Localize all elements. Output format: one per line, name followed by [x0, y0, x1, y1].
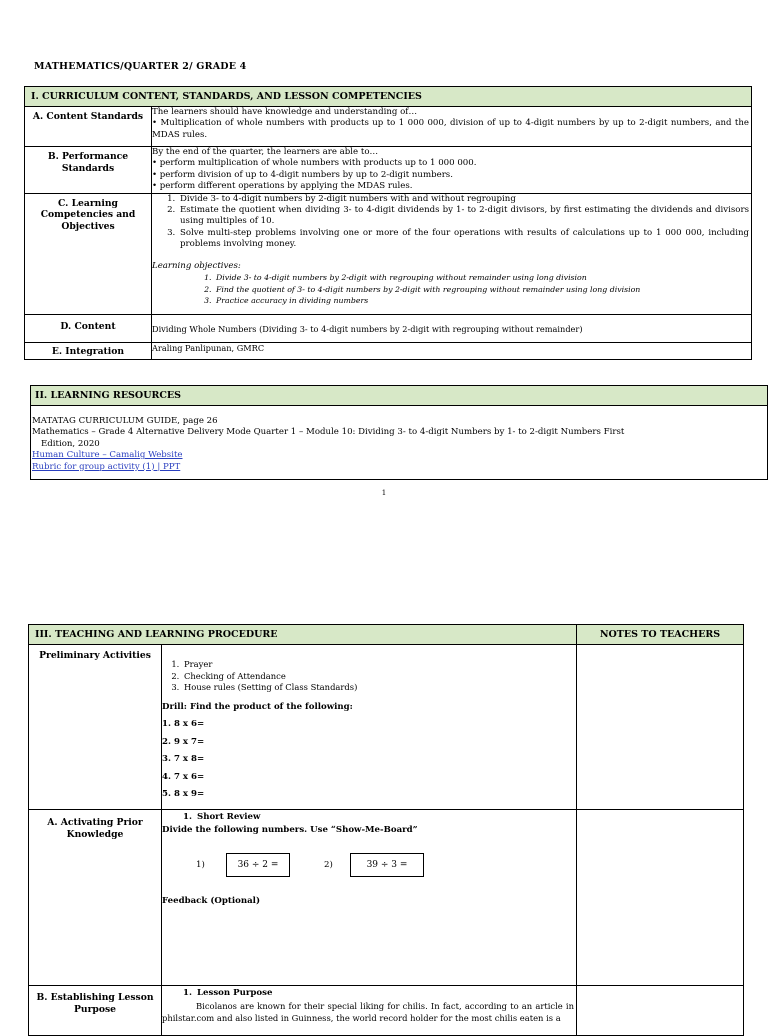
- notes-cell: [577, 645, 744, 810]
- content-standards-label: A. Content Standards: [25, 107, 152, 147]
- document-title: MATHEMATICS/QUARTER 2/ GRADE 4: [34, 61, 247, 72]
- objective-item: 2. Find the quotient of 3- to 4-digit numbers by 2-digit with regrouping without remainder using long division: [214, 284, 749, 296]
- rubric-link[interactable]: Rubric for group activity (1) | PPT: [32, 461, 181, 472]
- content-standards-line: The learners should have knowledge and understanding of…: [152, 107, 418, 117]
- section1-header: I. CURRICULUM CONTENT, STANDARDS, AND LESSON COMPETENCIES: [25, 87, 752, 107]
- performance-standards-label: B. Performance Standards: [25, 147, 152, 194]
- problem-number: 2): [324, 860, 333, 870]
- drill-title: Drill: Find the product of the following:: [162, 701, 353, 712]
- competency-item: 1. Divide 3- to 4-digit numbers by 2-digit numbers with and without regrouping: [178, 194, 749, 205]
- feedback-label: Feedback (Optional): [162, 896, 261, 906]
- preliminary-label: Preliminary Activities: [29, 645, 162, 810]
- performance-standards-line: • perform division of up to 4-digit numbers by up to 2-digit numbers.: [152, 169, 453, 180]
- drill-item: 4. 7 x 6=: [162, 771, 205, 782]
- integration-label: E. Integration: [25, 342, 152, 359]
- preliminary-item: 1. Prayer: [182, 659, 574, 671]
- preliminary-item: 3. House rules (Setting of Class Standards): [182, 682, 574, 694]
- content-text: Dividing Whole Numbers (Dividing 3- to 4-digit numbers by 2-digit with regrouping without remainder): [152, 314, 752, 342]
- objective-item: 3. Practice accuracy in dividing numbers: [214, 295, 749, 307]
- drill-item: 2. 9 x 7=: [162, 736, 205, 747]
- resources-table: [30, 385, 768, 480]
- performance-standards-line: • perform multiplication of whole numbers with products up to 1 000 000.: [152, 158, 477, 169]
- objective-item: 1. Divide 3- to 4-digit numbers by 2-digit with regrouping without remainder using long division: [214, 272, 749, 284]
- notes-cell: [577, 986, 744, 1036]
- activating-instruction: Divide the following numbers. Use “Show-Me-Board”: [162, 825, 418, 836]
- problem-number: 1): [196, 860, 205, 870]
- section3-header: III. TEACHING AND LEARNING PROCEDURE: [29, 625, 577, 645]
- competency-item: 2. Estimate the quotient when dividing 3- to 4-digit dividends by 1- to 2-digit divisors, by first estimating the dividends and divisors using multiples of 10.: [178, 205, 749, 228]
- page-number: 1: [381, 489, 387, 497]
- short-review-item: 1. Short Review: [195, 812, 574, 823]
- establishing-content: [162, 986, 577, 1036]
- objectives-list: [152, 272, 749, 307]
- competencies-label: C. Learning Competencies and Objectives: [25, 193, 152, 314]
- notes-cell: [577, 810, 744, 986]
- establishing-list: [162, 988, 574, 999]
- section2-header: II. LEARNING RESOURCES: [31, 386, 768, 406]
- objectives-title: Learning objectives:: [152, 260, 241, 271]
- problem-box: 36 ÷ 2 =: [226, 853, 290, 877]
- performance-standards-line: By the end of the quarter, the learners are able to…: [152, 147, 379, 157]
- procedure-table: [28, 624, 744, 1036]
- preliminary-content: [162, 645, 577, 810]
- performance-standards-line: • perform different operations by applying the MDAS rules.: [152, 181, 413, 192]
- activating-label: A. Activating Prior Knowledge: [29, 810, 162, 986]
- drill-item: 5. 8 x 9=: [162, 789, 205, 800]
- establishing-label: B. Establishing Lesson Purpose: [29, 986, 162, 1036]
- performance-standards-text: [152, 147, 752, 194]
- problem-box: 39 ÷ 3 =: [350, 853, 424, 877]
- integration-text: Araling Panlipunan, GMRC: [152, 342, 752, 359]
- content-label: D. Content: [25, 314, 152, 342]
- resource-line: MATATAG CURRICULUM GUIDE, page 26: [32, 416, 218, 426]
- lesson-purpose-item: 1. Lesson Purpose: [195, 988, 574, 999]
- competency-item: 3. Solve multi-step problems involving one or more of the four operations with results of calculations up to 1 000 000, including problems involving money.: [178, 228, 749, 251]
- activating-content: [162, 810, 577, 986]
- resource-line: Edition, 2020: [41, 438, 100, 449]
- drill-item: 3. 7 x 8=: [162, 754, 205, 765]
- competencies-list: [152, 194, 749, 251]
- content-standards-text: [152, 107, 752, 147]
- activating-list: [162, 812, 574, 823]
- content-standards-line: • Multiplication of whole numbers with products up to 1 000 000, division of up to 4-digit numbers by up to 2-digit numbers, and the MDAS rules.: [152, 118, 749, 140]
- notes-header: NOTES TO TEACHERS: [577, 625, 744, 645]
- preliminary-list: [162, 659, 574, 694]
- lesson-paragraph: Bicolanos are known for their special liking for chilis. In fact, according to an article in philstar.com and also listed in Guinness, the world record holder for the most chilis eaten is a: [162, 1001, 574, 1023]
- curriculum-table: [24, 86, 752, 360]
- preliminary-item: 2. Checking of Attendance: [182, 671, 574, 683]
- human-culture-link[interactable]: Human Culture – Camalig Website: [32, 450, 183, 461]
- resource-line: Mathematics – Grade 4 Alternative Delivery Mode Quarter 1 – Module 10: Dividing 3- to 4-digit Numbers by 1- to 2-digit Numbers First: [32, 427, 625, 438]
- drill-item: 1. 8 x 6=: [162, 719, 205, 730]
- competencies-text: [152, 193, 752, 314]
- resources-list: [31, 406, 768, 480]
